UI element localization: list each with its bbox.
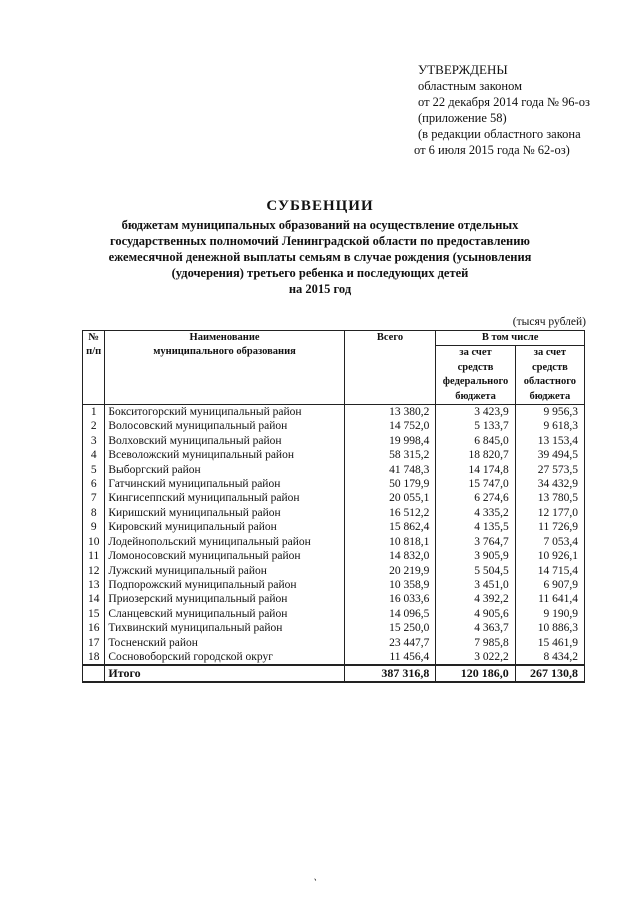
row-total: 41 748,3	[344, 463, 436, 477]
header-regional: за счет средств областного бюджета	[515, 346, 584, 405]
row-total: 13 380,2	[344, 405, 436, 420]
row-num: 17	[83, 636, 105, 650]
row-regional: 7 053,4	[515, 535, 584, 549]
table-row	[83, 419, 585, 433]
title-line: (удочерения) третьего ребенка и последующих детей	[171, 266, 469, 280]
row-total: 20 219,9	[344, 564, 436, 578]
total-regional: 267 130,8	[515, 665, 584, 681]
table-row	[83, 463, 585, 477]
row-num: 12	[83, 564, 105, 578]
row-regional: 13 780,5	[515, 491, 584, 505]
row-regional: 9 190,9	[515, 607, 584, 621]
table-row	[83, 448, 585, 462]
row-name: Лужский муниципальный район	[105, 564, 344, 578]
row-federal: 3 022,2	[436, 650, 515, 665]
row-num: 7	[83, 491, 105, 505]
row-name: Лодейнопольский муниципальный район	[105, 535, 344, 549]
table-row	[83, 549, 585, 563]
table-row	[83, 592, 585, 606]
approval-line: от 22 декабря 2014 года № 96-оз	[418, 95, 590, 109]
row-total: 50 179,9	[344, 477, 436, 491]
row-name: Гатчинский муниципальный район	[105, 477, 344, 491]
total-label: Итого	[105, 665, 344, 681]
total-row	[83, 665, 585, 681]
page-mark: ˋ	[309, 875, 319, 891]
row-num: 15	[83, 607, 105, 621]
subsidies-table	[82, 330, 585, 683]
approval-line: областным законом	[418, 79, 523, 93]
row-name: Кировский муниципальный район	[105, 520, 344, 534]
row-regional: 6 907,9	[515, 578, 584, 592]
row-federal: 7 985,8	[436, 636, 515, 650]
row-federal: 5 504,5	[436, 564, 515, 578]
row-num: 6	[83, 477, 105, 491]
row-num: 4	[83, 448, 105, 462]
row-federal: 3 451,0	[436, 578, 515, 592]
row-federal: 3 764,7	[436, 535, 515, 549]
total-federal: 120 186,0	[436, 665, 515, 681]
approval-line: УТВЕРЖДЕНЫ	[418, 62, 508, 77]
row-regional: 9 956,3	[515, 405, 584, 420]
table-row	[83, 607, 585, 621]
row-num: 11	[83, 549, 105, 563]
row-regional: 11 641,4	[515, 592, 584, 606]
row-total: 19 998,4	[344, 434, 436, 448]
header-num: № п/п	[83, 331, 105, 405]
row-total: 10 358,9	[344, 578, 436, 592]
row-federal: 3 423,9	[436, 405, 515, 420]
row-federal: 15 747,0	[436, 477, 515, 491]
row-federal: 4 135,5	[436, 520, 515, 534]
row-total: 14 096,5	[344, 607, 436, 621]
row-total: 15 250,0	[344, 621, 436, 635]
row-total: 14 752,0	[344, 419, 436, 433]
row-regional: 9 618,3	[515, 419, 584, 433]
row-name: Волховский муниципальный район	[105, 434, 344, 448]
total-num	[83, 665, 105, 681]
table-row	[83, 621, 585, 635]
row-total: 10 818,1	[344, 535, 436, 549]
row-total: 11 456,4	[344, 650, 436, 665]
row-total: 23 447,7	[344, 636, 436, 650]
table-row	[83, 405, 585, 420]
row-federal: 4 905,6	[436, 607, 515, 621]
row-num: 1	[83, 405, 105, 420]
row-name: Подпорожский муниципальный район	[105, 578, 344, 592]
approval-line: (приложение 58)	[418, 111, 507, 125]
row-regional: 39 494,5	[515, 448, 584, 462]
title-main: СУБВЕНЦИИ	[266, 198, 374, 214]
row-num: 2	[83, 419, 105, 433]
row-name: Всеволожский муниципальный район	[105, 448, 344, 462]
row-federal: 4 363,7	[436, 621, 515, 635]
row-num: 8	[83, 506, 105, 520]
table-row	[83, 477, 585, 491]
row-regional: 34 432,9	[515, 477, 584, 491]
title-line: на 2015 год	[288, 282, 352, 296]
table-row	[83, 578, 585, 592]
row-regional: 14 715,4	[515, 564, 584, 578]
approval-line: от 6 июля 2015 года № 62-оз)	[414, 143, 570, 157]
row-num: 10	[83, 535, 105, 549]
title-line: бюджетам муниципальных образований на осуществление отдельных	[121, 218, 519, 232]
approval-line: (в редакции областного закона	[418, 127, 581, 141]
document-title	[60, 198, 580, 297]
row-federal: 3 905,9	[436, 549, 515, 563]
row-num: 18	[83, 650, 105, 665]
table-row	[83, 520, 585, 534]
row-total: 58 315,2	[344, 448, 436, 462]
table-row	[83, 564, 585, 578]
row-regional: 8 434,2	[515, 650, 584, 665]
row-federal: 18 820,7	[436, 448, 515, 462]
row-federal: 6 845,0	[436, 434, 515, 448]
table-row	[83, 650, 585, 665]
row-total: 16 033,6	[344, 592, 436, 606]
table-row	[83, 434, 585, 448]
row-federal: 6 274,6	[436, 491, 515, 505]
row-regional: 10 926,1	[515, 549, 584, 563]
row-num: 16	[83, 621, 105, 635]
row-num: 3	[83, 434, 105, 448]
row-federal: 14 174,8	[436, 463, 515, 477]
total-all: 387 316,8	[344, 665, 436, 681]
row-name: Сланцевский муниципальный район	[105, 607, 344, 621]
row-name: Волосовский муниципальный район	[105, 419, 344, 433]
row-total: 16 512,2	[344, 506, 436, 520]
row-name: Тосненский район	[105, 636, 344, 650]
row-name: Ломоносовский муниципальный район	[105, 549, 344, 563]
row-total: 14 832,0	[344, 549, 436, 563]
row-regional: 10 886,3	[515, 621, 584, 635]
header-including: В том числе	[436, 331, 585, 346]
row-federal: 4 392,2	[436, 592, 515, 606]
row-name: Кингисеппский муниципальный район	[105, 491, 344, 505]
row-name: Приозерский муниципальный район	[105, 592, 344, 606]
row-federal: 5 133,7	[436, 419, 515, 433]
header-federal: за счет средств федерального бюджета	[436, 346, 515, 405]
row-regional: 27 573,5	[515, 463, 584, 477]
row-num: 5	[83, 463, 105, 477]
row-regional: 13 153,4	[515, 434, 584, 448]
row-num: 9	[83, 520, 105, 534]
table-row	[83, 491, 585, 505]
title-line: государственных полномочий Ленинградской области по предоставлению	[110, 234, 530, 248]
table-row	[83, 506, 585, 520]
row-regional: 15 461,9	[515, 636, 584, 650]
table-row	[83, 535, 585, 549]
row-name: Бокситогорский муниципальный район	[105, 405, 344, 420]
approval-stamp	[414, 62, 590, 158]
units-note: (тысяч рублей)	[512, 316, 586, 328]
title-line: ежемесячной денежной выплаты семьям в случае рождения (усыновления	[108, 250, 532, 264]
header-total: Всего	[344, 331, 436, 405]
row-num: 13	[83, 578, 105, 592]
header-name: Наименование муниципального образования	[105, 331, 344, 405]
row-num: 14	[83, 592, 105, 606]
row-total: 20 055,1	[344, 491, 436, 505]
row-name: Выборгский район	[105, 463, 344, 477]
row-name: Киришский муниципальный район	[105, 506, 344, 520]
table-row	[83, 636, 585, 650]
row-name: Тихвинский муниципальный район	[105, 621, 344, 635]
row-total: 15 862,4	[344, 520, 436, 534]
row-name: Сосновоборский городской округ	[105, 650, 344, 665]
row-regional: 12 177,0	[515, 506, 584, 520]
row-regional: 11 726,9	[515, 520, 584, 534]
row-federal: 4 335,2	[436, 506, 515, 520]
